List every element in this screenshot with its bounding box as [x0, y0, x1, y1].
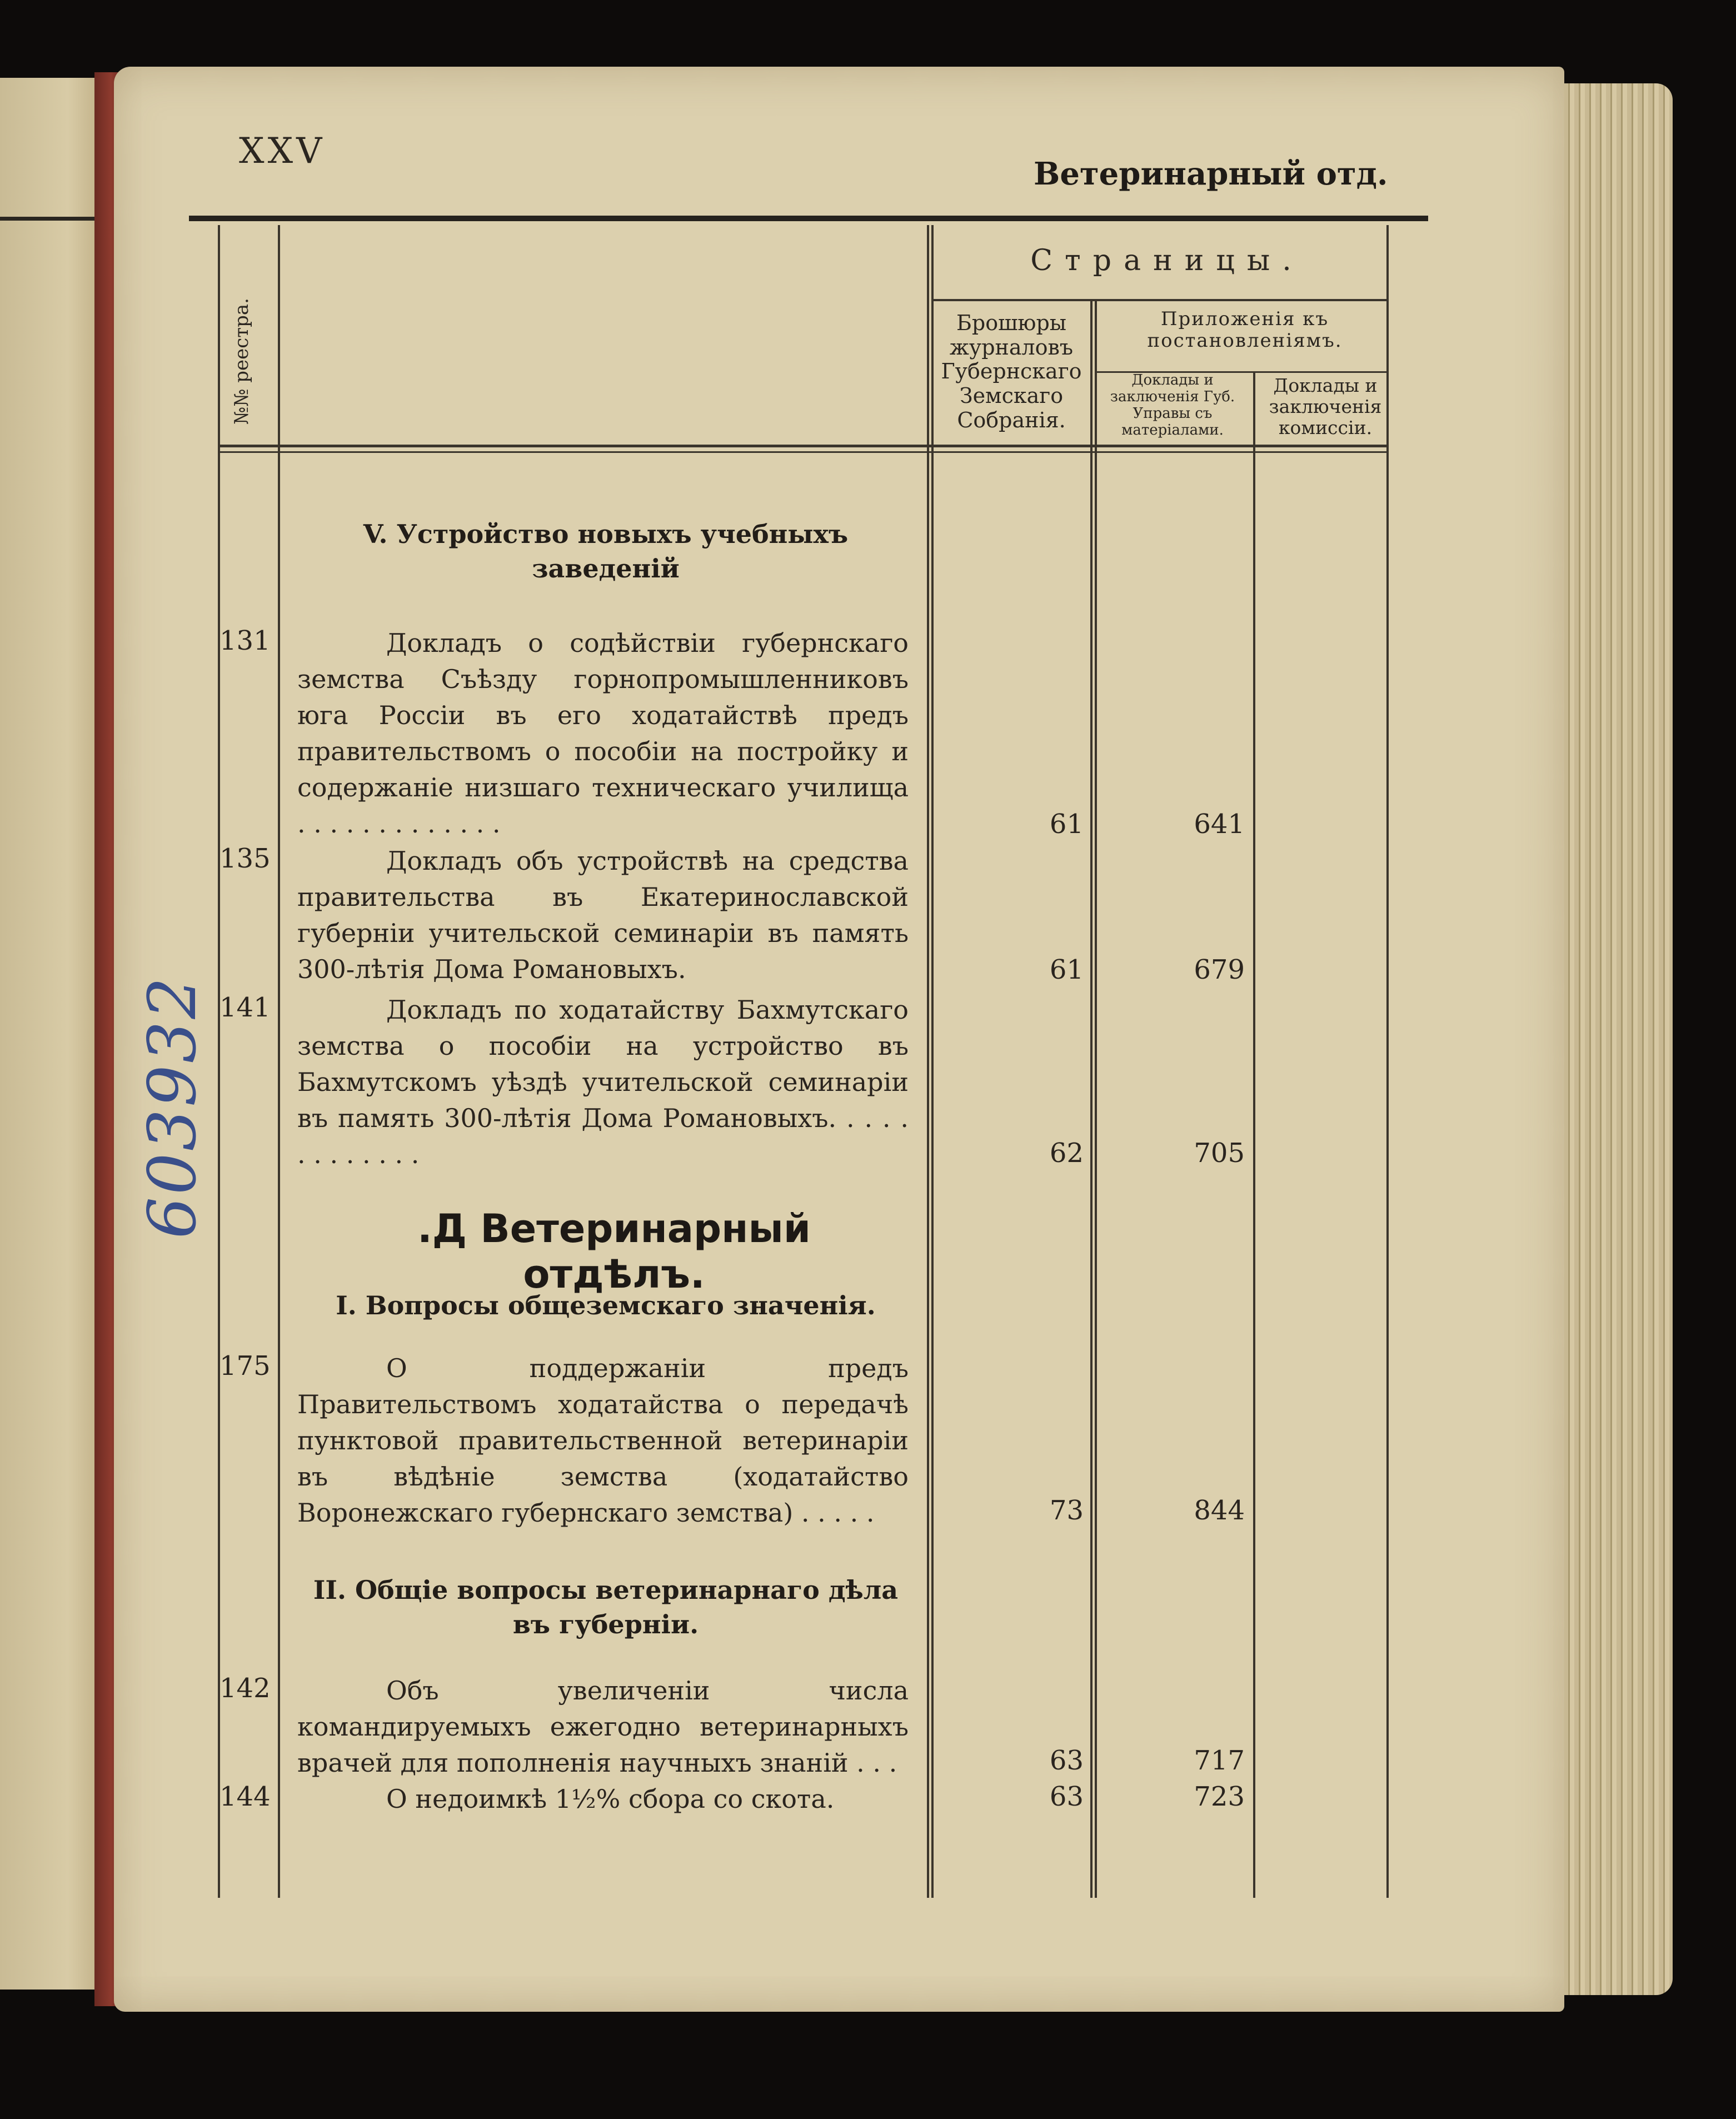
entry-number: 175: [220, 1350, 271, 1382]
reestr-column-rule: [278, 225, 280, 1898]
commission-column-rule: [1253, 372, 1255, 1898]
appendices-column-header: Приложенія къ постановленіямъ.: [1147, 308, 1343, 352]
left-page-rule: [0, 217, 94, 221]
section-heading-v: V. Устройство новыхъ учебныхъ заведеній: [363, 519, 849, 584]
entry-number: 144: [220, 1781, 271, 1812]
brochure-page: 61: [1049, 954, 1084, 985]
table-border-left: [218, 225, 220, 1898]
entry-number: 142: [220, 1673, 271, 1704]
commission-reports-column-header: Доклады и заключенія комиссіи.: [1269, 375, 1382, 438]
appendix-column-rule-double: [1095, 300, 1097, 1898]
brochure-page: 63: [1049, 1745, 1084, 1776]
table-border-right: [1386, 225, 1389, 1898]
entry-text: Докладъ по ходатайству Бахмутскаго земства о пособіи на устройство въ Бахмутскомъ уѣздѣ учительской семинаріи въ память 300-лѣтія Дома Романовыхъ. . . . . . . . . . . . .: [297, 995, 909, 1169]
section-heading-i: I. Вопросы общеземскаго значенія.: [336, 1290, 876, 1320]
brochure-column-rule: [927, 225, 929, 1898]
uprava-page: 705: [1194, 1138, 1245, 1169]
brochure-page: 63: [1049, 1781, 1084, 1812]
entry-text: Объ увеличеніи числа командируемыхъ ежегодно ветеринарныхъ врачей для пополненія научныхъ знаній . . .: [297, 1676, 909, 1778]
page-number: XXV: [239, 131, 326, 172]
header-rule: [189, 216, 1428, 221]
appendix-column-rule: [1090, 300, 1093, 1898]
uprava-page: 723: [1194, 1781, 1245, 1812]
header-bottom-rule-double: [218, 451, 1388, 453]
section-heading-ii: II. Общіе вопросы ветеринарнаго дѣла въ губерніи.: [313, 1575, 899, 1639]
department-title: .Д Ветеринарный отдѣлъ.: [417, 1206, 811, 1297]
entry-text: Докладъ о содѣйствіи губернскаго земства Съѣзду горнопромышленниковъ юга Россіи въ его ходатайствѣ предъ правительствомъ о пособіи на постройку и содержаніе низшаго техническаго училища . . . . . . . . . . . . .: [297, 628, 909, 839]
brochure-page: 62: [1049, 1138, 1084, 1169]
entry-number: 135: [220, 843, 271, 874]
handwritten-inventory-number: 603932: [134, 975, 211, 1239]
pages-header-rule: [931, 299, 1387, 301]
uprava-page: 717: [1194, 1745, 1245, 1776]
pages-column-header: Страницы.: [1030, 244, 1304, 277]
uprava-page: 844: [1194, 1495, 1245, 1526]
brochure-column-rule-double: [931, 225, 934, 1898]
entry-text: Докладъ объ устройствѣ на средства правительства въ Екатеринославской губерніи учительской семинаріи въ память 300-лѣтія Дома Романовыхъ.: [297, 846, 909, 984]
uprava-page: 679: [1194, 954, 1245, 985]
entry-text: О недоимкѣ 1½% сбора со скота.: [386, 1784, 835, 1814]
entry-number: 141: [220, 992, 271, 1023]
running-title: Ветеринарный отд.: [1034, 156, 1388, 192]
uprava-reports-column-header: Доклады и заключенія Губ. Управы съ матеріалами.: [1110, 372, 1235, 438]
header-bottom-rule: [218, 445, 1388, 447]
uprava-page: 641: [1194, 809, 1245, 840]
brochures-column-header: Брошюры журналовъ Губернскаго Земскаго Собранія.: [941, 311, 1082, 432]
reestr-column-header: №№ реестра.: [231, 298, 253, 425]
entry-text: О поддержаніи предъ Правительствомъ ходатайства о передачѣ пунктовой правительственной ветеринаріи въ вѣдѣніе земства (ходатайство Воронежскаго губернскаго земства) . . . . .: [297, 1353, 909, 1528]
entry-number: 131: [220, 625, 271, 656]
brochure-page: 73: [1049, 1495, 1084, 1526]
brochure-page: 61: [1049, 809, 1084, 840]
